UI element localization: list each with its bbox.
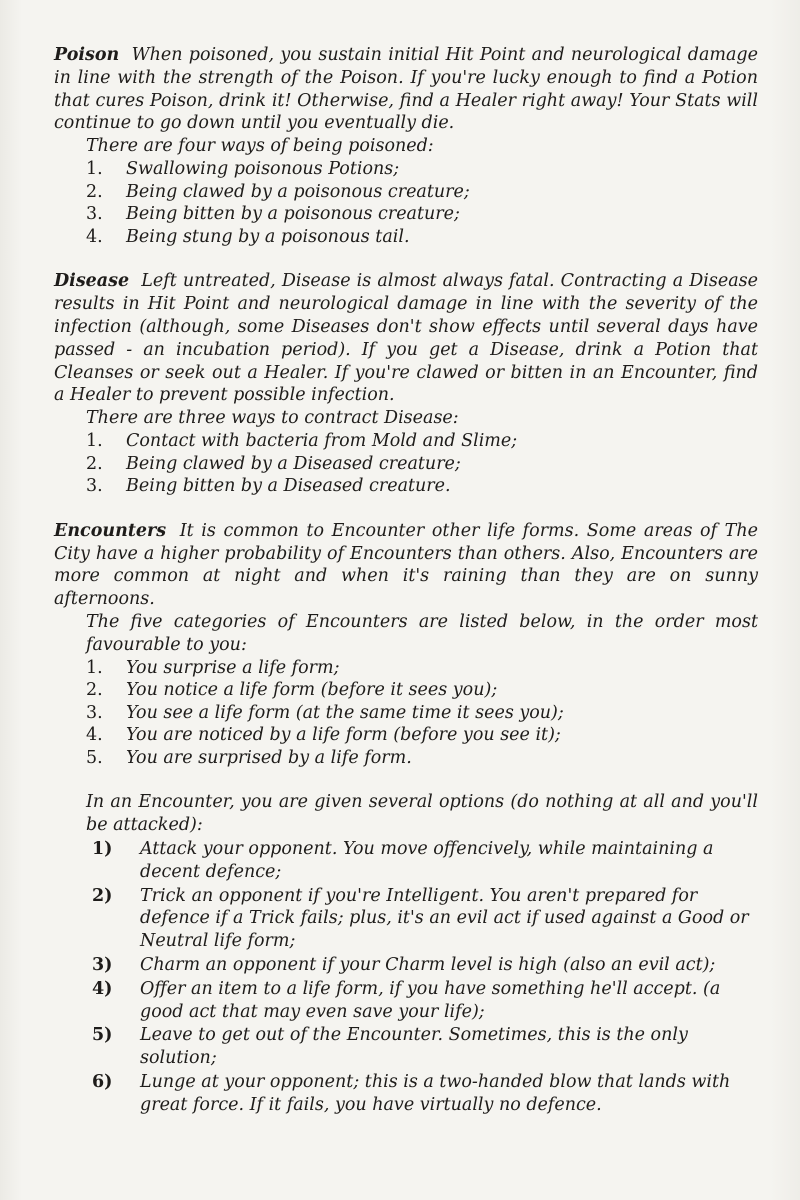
encounter-options-section	[54, 791, 758, 1116]
list-item	[54, 885, 758, 953]
poison-intro: There are four ways of being poisoned:	[86, 136, 434, 157]
list-item	[54, 475, 758, 498]
options-intro: In an Encounter, you are given several options (do nothing at all and you'll be attacked):	[86, 792, 758, 836]
item-number: 4.	[86, 226, 103, 247]
item-text: You see a life form (at the same time it sees you);	[126, 702, 564, 723]
item-number: 5)	[92, 1025, 113, 1046]
item-text: You are noticed by a life form (before you see it);	[126, 725, 561, 746]
list-item	[54, 657, 758, 680]
item-text: Offer an item to a life form, if you have something he'll accept. (a good act that may even save your life);	[140, 978, 721, 1022]
item-number: 1)	[92, 839, 113, 860]
item-number: 4)	[92, 978, 113, 999]
item-number: 1.	[86, 430, 103, 451]
poison-section	[54, 44, 758, 248]
list-item	[54, 181, 758, 204]
item-text: Swallowing poisonous Potions;	[126, 158, 400, 179]
item-text: Being clawed by a Diseased creature;	[126, 453, 461, 474]
item-number: 3.	[86, 476, 103, 497]
disease-paragraph	[54, 270, 758, 407]
item-text: Contact with bacteria from Mold and Slime;	[126, 430, 518, 451]
item-number: 1.	[86, 657, 103, 678]
list-item	[54, 158, 758, 181]
poison-heading: Poison	[54, 45, 120, 65]
item-text: Being clawed by a poisonous creature;	[126, 181, 470, 202]
item-number: 6)	[92, 1072, 113, 1093]
item-text: Leave to get out of the Encounter. Sometimes, this is the only solution;	[140, 1025, 688, 1069]
item-number: 2.	[86, 181, 103, 202]
list-item	[54, 702, 758, 725]
list-item	[54, 724, 758, 747]
encounters-text: It is common to Encounter other life forms. Some areas of The City have a higher probability of Encounters than others. Also, Encounters are more common at night and when it's raining than they are on sunny afternoons.	[54, 520, 758, 610]
item-text: Being bitten by a Diseased creature.	[126, 476, 451, 497]
list-item	[54, 1024, 758, 1070]
disease-heading: Disease	[54, 271, 130, 292]
item-number: 5.	[86, 747, 103, 768]
disease-list	[54, 430, 758, 498]
list-item	[54, 430, 758, 453]
list-item	[54, 453, 758, 476]
item-text: You notice a life form (before it sees you);	[126, 680, 498, 701]
list-item	[54, 838, 758, 884]
item-text: You surprise a life form;	[126, 657, 340, 678]
item-text: Charm an opponent if your Charm level is high (also an evil act);	[140, 955, 716, 976]
encounters-heading: Encounters	[54, 520, 167, 541]
encounters-paragraph	[54, 520, 758, 611]
encounters-category-list	[54, 657, 758, 770]
list-item	[54, 203, 758, 226]
list-item	[54, 954, 758, 977]
item-text: Attack your opponent. You move offencively, while maintaining a decent defence;	[140, 839, 714, 882]
poison-paragraph	[54, 44, 758, 135]
disease-intro: There are three ways to contract Disease:	[86, 408, 459, 429]
item-number: 3)	[92, 955, 113, 976]
item-number: 3.	[86, 702, 103, 723]
item-number: 4.	[86, 725, 103, 746]
item-text: Being stung by a poisonous tail.	[126, 226, 410, 247]
item-number: 2.	[86, 680, 103, 701]
poison-list	[54, 158, 758, 248]
item-text: You are surprised by a life form.	[126, 747, 412, 768]
item-text: Being bitten by a poisonous creature;	[126, 204, 460, 225]
list-item	[54, 1071, 758, 1117]
encounter-options-list	[54, 838, 758, 1117]
list-item	[54, 679, 758, 702]
list-item	[54, 226, 758, 249]
disease-section	[54, 270, 758, 497]
item-number: 3.	[86, 204, 103, 225]
item-number: 2.	[86, 453, 103, 474]
item-text: Trick an opponent if you're Intelligent. You aren't prepared for defence if a Trick fails; plus, it's an evil act if used against a Good or Neutral life form;	[140, 885, 749, 952]
item-number: 1.	[86, 158, 103, 179]
list-item	[54, 747, 758, 770]
list-item	[54, 978, 758, 1024]
disease-text: Left untreated, Disease is almost always fatal. Contracting a Disease results in Hit Point and neurological damage in line with the severity of the infection (although, some Diseases don't show effects until several days have passed - an incubation period). If you get a Disease, drink a Potion that Cleanses or seek out a Healer. If you're clawed or bitten in an Encounter, find a Healer to prevent possible infection.	[54, 271, 758, 406]
encounters-intro: The five categories of Encounters are listed below, in the order most favourable to you:	[86, 611, 758, 655]
encounters-section	[54, 520, 758, 770]
poison-text: When poisoned, you sustain initial Hit Point and neurological damage in line with the strength of the Poison. If you're lucky enough to find a Potion that cures Poison, drink it! Otherwise, find a Healer right away! Your Stats will continue to go down until you eventually die.	[54, 45, 758, 134]
item-number: 2)	[92, 885, 113, 906]
item-text: Lunge at your opponent; this is a two-handed blow that lands with great force. If it fails, you have virtually no defence.	[140, 1072, 731, 1115]
